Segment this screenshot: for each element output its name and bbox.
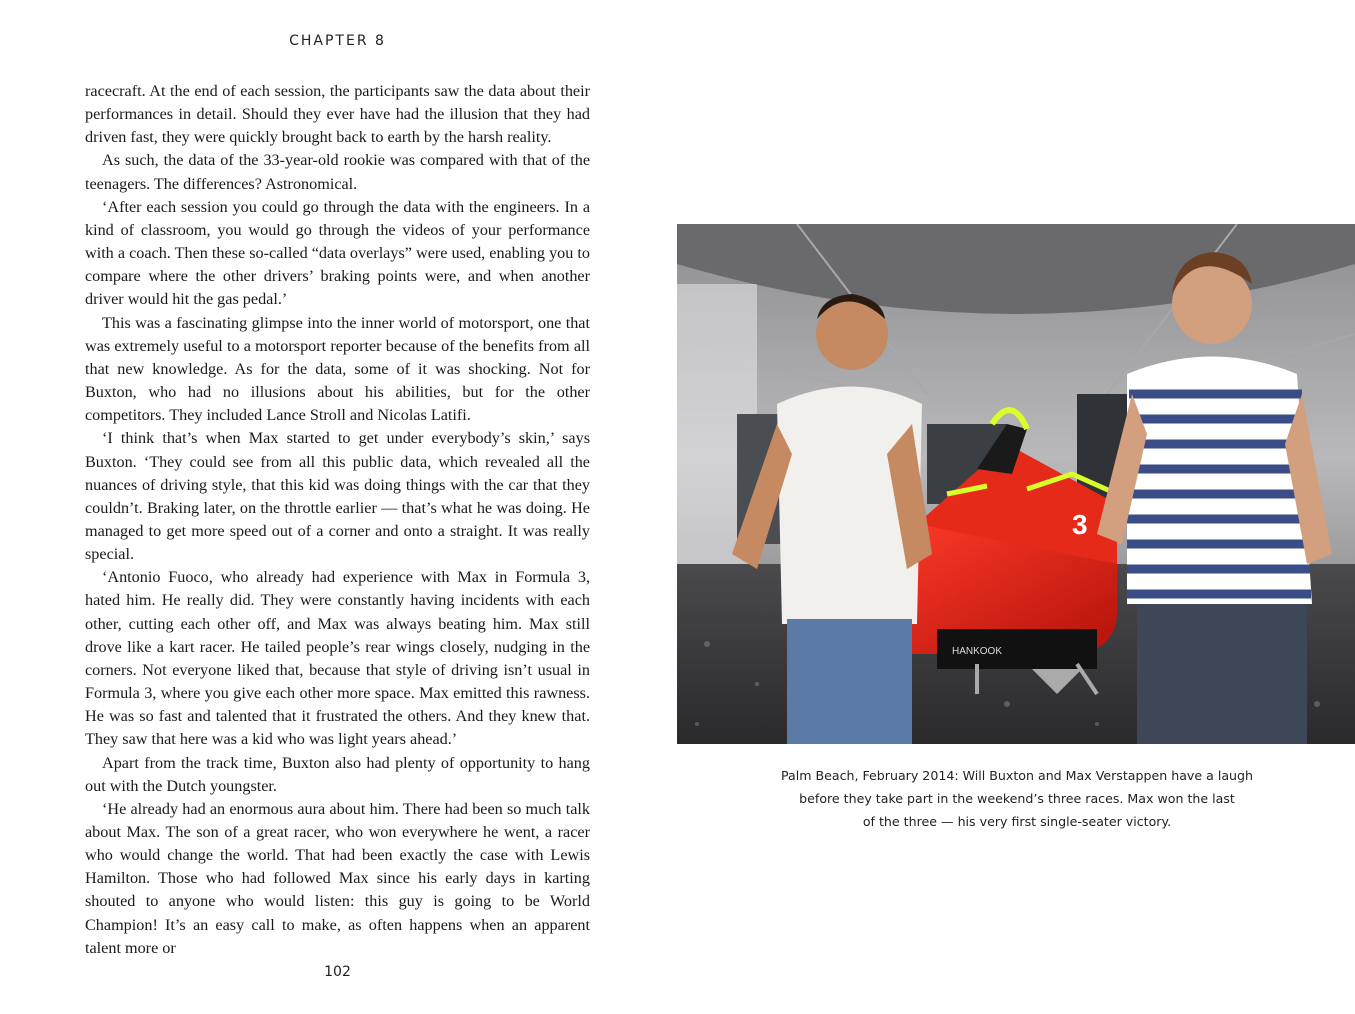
photo-caption bbox=[737, 764, 1297, 833]
paragraph: ‘Antonio Fuoco, who already had experience with Max in Formula 3, hated him. He really did. They were constantly having incidents with each other, cutting each other off, and Max was always beating him. Max still drove like a kart racer. He tailed people’s rear wings closely, nudging in the corners. Not everyone liked that, because that style of driving isn’t usual in Formula 3, where you give each other more space. Max emitted this rawness. He was so fast and talented that it frustrated the others. And they knew that. They saw that here was a kid who was light years ahead.’ bbox=[85, 568, 590, 749]
paragraph: As such, the data of the 33-year-old rookie was compared with that of the teenagers. The differences? Astronomical. bbox=[85, 151, 590, 193]
page-number: 102 bbox=[324, 964, 351, 980]
tyre-brand: HANKOOK bbox=[952, 646, 1003, 657]
running-head: CHAPTER 8 bbox=[289, 33, 386, 49]
paragraph: ‘He already had an enormous aura about him. There had been so much talk about Max. The son of a great racer, who won everywhere he went, a racer who would change the world. That had been exactly the case with Lewis Hamilton. Those who had followed Max since his early days in karting shouted to anyone who would listen: this guy is going to be World Champion! It’s an easy call to make, as often happens when an apparent talent more or bbox=[85, 799, 590, 957]
right-page bbox=[677, 0, 1355, 1014]
paragraph: racecraft. At the end of each session, the participants saw the data about their performances in detail. Should they ever have had the illusion that they had driven fast, they were quickly brought back to earth by the harsh reality. bbox=[85, 82, 590, 147]
paragraph: ‘After each session you could go through the data with the engineers. In a kind of classroom, you would go through the videos of your performance with a coach. Then these so-called “data overlays” were used, enabling you to compare where the other drivers’ braking points were, and when another driver would hit the gas pedal.’ bbox=[85, 197, 590, 309]
paragraph: This was a fascinating glimpse into the inner world of motorsport, one that was extremely useful to a motorsport reporter because of the benefits from all that new knowledge. As for the data, some of it was shocking. Not for Buxton, who had no illusions about his abilities, but for the other competitors. They included Lance Stroll and Nicolas Latifi. bbox=[85, 313, 590, 425]
caption-line: before they take part in the weekend’s three races. Max won the last bbox=[799, 791, 1235, 806]
photo bbox=[677, 224, 1355, 744]
car-number: 3 bbox=[1072, 509, 1088, 540]
body-text bbox=[85, 80, 590, 960]
paragraph: ‘I think that’s when Max started to get under everybody’s skin,’ says Buxton. ‘They could see from all this public data, which revealed all the nuances of driving style, that this kid was doing things with the car that they couldn’t. Braking later, on the throttle earlier — that’s what he was doing. He managed to get more speed out of a corner and onto a straight. It was really special. bbox=[85, 429, 590, 564]
paragraph: Apart from the track time, Buxton also had plenty of opportunity to hang out with the Dutch youngster. bbox=[85, 753, 590, 795]
caption-line: of the three — his very first single-seater victory. bbox=[862, 814, 1172, 829]
caption-line: Palm Beach, February 2014: Will Buxton and Max Verstappen have a laugh bbox=[780, 768, 1254, 783]
left-page bbox=[0, 0, 677, 1014]
